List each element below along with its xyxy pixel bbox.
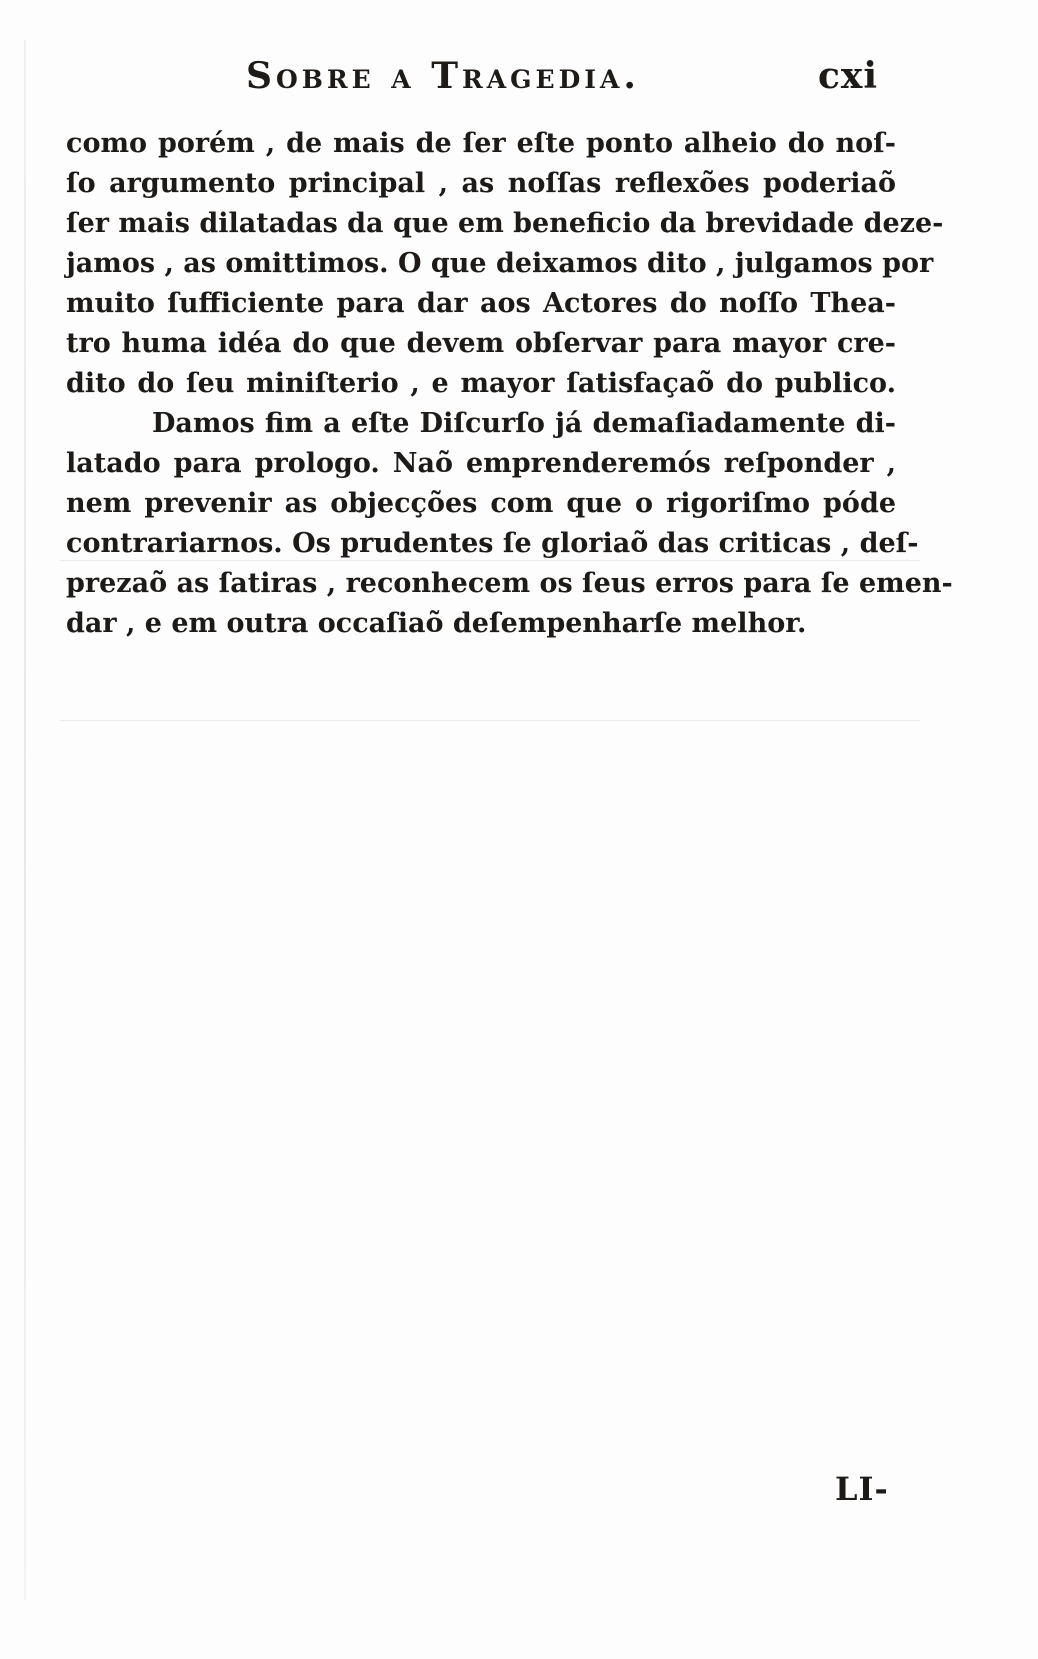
- text-line: dito do ſeu miniſterio , e mayor ſatisfaçaõ do publico.: [66, 368, 896, 399]
- catchword: LI-: [835, 1470, 889, 1508]
- text-line: ſo argumento principal , as noſſas reflexões poderiaõ: [66, 168, 896, 199]
- page-edge-shadow: [24, 40, 26, 1600]
- paragraph-start-line: Damos fim a eſte Diſcurſo já demaſiadamente di-: [152, 408, 896, 439]
- text-line: jamos , as omittimos. O que deixamos dito , julgamos por: [66, 248, 934, 279]
- text-line: latado para prologo. Naõ emprenderemós reſponder ,: [66, 448, 896, 479]
- text-line: muito ſufficiente para dar aos Actores do noſſo Thea-: [66, 288, 896, 319]
- page-header: [0, 55, 1038, 101]
- text-line: nem prevenir as objecções com que o rigoriſmo póde: [66, 488, 896, 519]
- body-text: [66, 124, 953, 644]
- text-line: contrariarnos. Os prudentes ſe gloriaõ das criticas , deſ-: [66, 528, 919, 559]
- text-line: ſer mais dilatadas da que em beneficio da brevidade deze-: [66, 208, 944, 239]
- paragraph-end-line: dar , e em outra occaſiaõ deſempenharſe melhor.: [66, 608, 807, 639]
- bleed-through-mark: [60, 720, 920, 721]
- text-line: como porém , de mais de ſer eſte ponto alheio do noſ-: [66, 128, 896, 159]
- text-line: tro huma idéa do que devem obſervar para mayor cre-: [66, 328, 896, 359]
- running-title: Sobre a Tragedia.: [246, 55, 640, 97]
- text-line: prezaõ as ſatiras , reconhecem os ſeus erros para ſe emen-: [66, 568, 953, 599]
- bleed-through-mark: [60, 560, 920, 561]
- page-number: cxi: [818, 55, 879, 97]
